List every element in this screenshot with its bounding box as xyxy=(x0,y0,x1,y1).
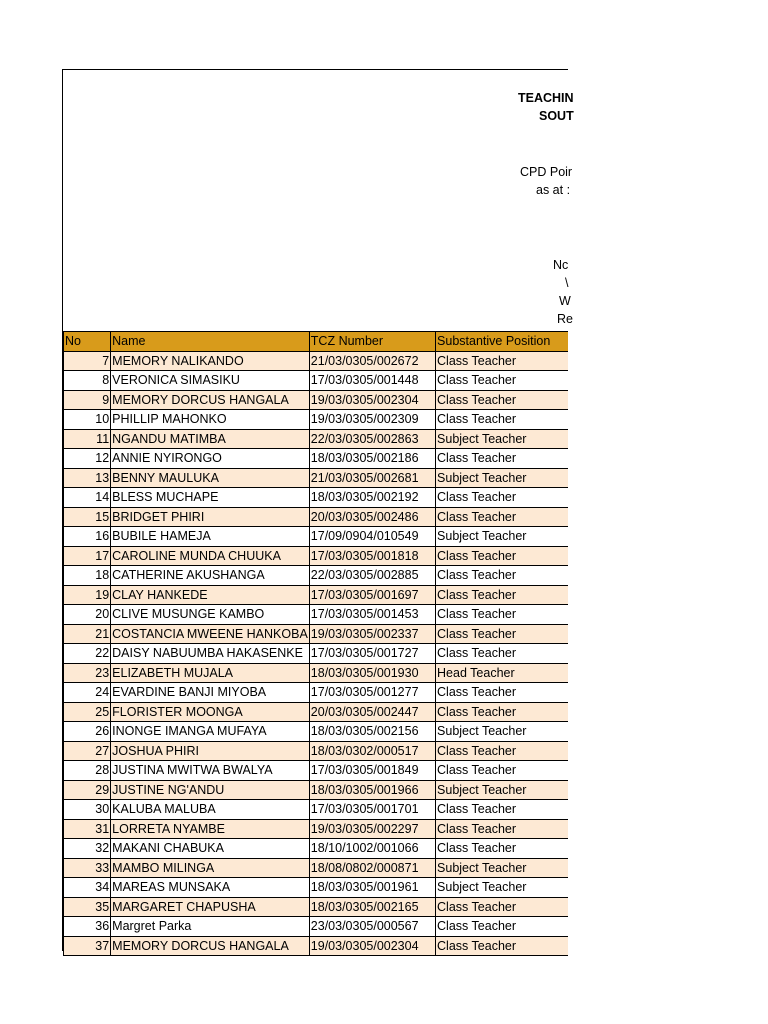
table-row xyxy=(64,878,569,898)
cell-no: 21 xyxy=(64,624,111,644)
cell-no: 33 xyxy=(64,858,111,878)
cell-name: INONGE IMANGA MUFAYA xyxy=(111,722,310,742)
table-row xyxy=(64,371,569,391)
header-info-line-3: W xyxy=(559,294,571,308)
table-row xyxy=(64,390,569,410)
header-cpd-line: CPD Poir xyxy=(520,165,573,179)
table-row xyxy=(64,702,569,722)
cell-position: Subject Teacher xyxy=(436,858,568,878)
cell-no: 16 xyxy=(64,527,111,547)
table-row xyxy=(64,468,569,488)
cell-position: Subject Teacher xyxy=(436,722,568,742)
table-row xyxy=(64,663,569,683)
cell-position: Class Teacher xyxy=(436,566,568,586)
table-row xyxy=(64,507,569,527)
cell-no: 10 xyxy=(64,410,111,430)
cell-name: MAKANI CHABUKA xyxy=(111,839,310,859)
column-header-name: Name xyxy=(111,332,310,352)
cell-tcz-number: 17/03/0305/001701 xyxy=(309,800,435,820)
cell-name: NGANDU MATIMBA xyxy=(111,429,310,449)
cell-name: COSTANCIA MWEENE HANKOBA xyxy=(111,624,310,644)
cell-tcz-number: 20/03/0305/002447 xyxy=(309,702,435,722)
table-row xyxy=(64,351,569,371)
cell-no: 25 xyxy=(64,702,111,722)
table-row xyxy=(64,429,569,449)
cell-position: Class Teacher xyxy=(436,410,568,430)
cell-position: Class Teacher xyxy=(436,351,568,371)
cell-tcz-number: 17/03/0305/001448 xyxy=(309,371,435,391)
table-row xyxy=(64,644,569,664)
cell-position: Subject Teacher xyxy=(436,468,568,488)
column-header-tcz-number: TCZ Number xyxy=(309,332,435,352)
cell-position: Subject Teacher xyxy=(436,429,568,449)
cell-position: Class Teacher xyxy=(436,936,568,956)
cell-name: MEMORY DORCUS HANGALA xyxy=(111,936,310,956)
table-row xyxy=(64,761,569,781)
cell-tcz-number: 22/03/0305/002885 xyxy=(309,566,435,586)
cell-position: Head Teacher xyxy=(436,663,568,683)
cell-position: Class Teacher xyxy=(436,683,568,703)
cell-position: Class Teacher xyxy=(436,819,568,839)
cell-no: 12 xyxy=(64,449,111,469)
cell-tcz-number: 18/03/0305/001961 xyxy=(309,878,435,898)
cell-name: JOSHUA PHIRI xyxy=(111,741,310,761)
cell-position: Subject Teacher xyxy=(436,878,568,898)
cell-name: DAISY NABUUMBA HAKASENKE xyxy=(111,644,310,664)
cell-no: 19 xyxy=(64,585,111,605)
cell-tcz-number: 18/03/0305/002186 xyxy=(309,449,435,469)
cell-no: 28 xyxy=(64,761,111,781)
cell-no: 13 xyxy=(64,468,111,488)
cell-position: Class Teacher xyxy=(436,917,568,937)
cell-no: 11 xyxy=(64,429,111,449)
table-row xyxy=(64,527,569,547)
cell-position: Class Teacher xyxy=(436,897,568,917)
cell-name: MEMORY NALIKANDO xyxy=(111,351,310,371)
cell-position: Class Teacher xyxy=(436,644,568,664)
table-row xyxy=(64,858,569,878)
header-date-line: as at : xyxy=(536,183,571,197)
table-row xyxy=(64,936,569,956)
cell-name: CLAY HANKEDE xyxy=(111,585,310,605)
header-info-line-4: Re xyxy=(557,312,573,326)
cell-position: Class Teacher xyxy=(436,761,568,781)
header-title-line-1: TEACHIN xyxy=(518,91,574,105)
cell-tcz-number: 17/03/0305/001727 xyxy=(309,644,435,664)
cell-tcz-number: 21/03/0305/002681 xyxy=(309,468,435,488)
cell-no: 17 xyxy=(64,546,111,566)
table-row xyxy=(64,722,569,742)
cell-no: 9 xyxy=(64,390,111,410)
cell-no: 35 xyxy=(64,897,111,917)
cell-tcz-number: 17/03/0305/001818 xyxy=(309,546,435,566)
table-row xyxy=(64,897,569,917)
cell-tcz-number: 19/03/0305/002304 xyxy=(309,936,435,956)
cell-position: Class Teacher xyxy=(436,800,568,820)
table-row xyxy=(64,449,569,469)
table-row xyxy=(64,624,569,644)
cell-name: BENNY MAULUKA xyxy=(111,468,310,488)
table-row xyxy=(64,780,569,800)
cell-tcz-number: 21/03/0305/002672 xyxy=(309,351,435,371)
cell-no: 32 xyxy=(64,839,111,859)
cell-no: 26 xyxy=(64,722,111,742)
table-row xyxy=(64,839,569,859)
report-header xyxy=(63,70,574,331)
cell-no: 15 xyxy=(64,507,111,527)
cell-name: CATHERINE AKUSHANGA xyxy=(111,566,310,586)
teachers-table xyxy=(63,331,568,956)
cell-tcz-number: 19/03/0305/002309 xyxy=(309,410,435,430)
cell-position: Class Teacher xyxy=(436,507,568,527)
cell-tcz-number: 18/03/0305/001930 xyxy=(309,663,435,683)
cell-position: Class Teacher xyxy=(436,702,568,722)
cell-name: ELIZABETH MUJALA xyxy=(111,663,310,683)
cell-tcz-number: 17/09/0904/010549 xyxy=(309,527,435,547)
cell-name: MARGARET CHAPUSHA xyxy=(111,897,310,917)
cell-position: Class Teacher xyxy=(436,839,568,859)
cell-position: Class Teacher xyxy=(436,605,568,625)
cell-tcz-number: 18/03/0305/002165 xyxy=(309,897,435,917)
cell-tcz-number: 19/03/0305/002304 xyxy=(309,390,435,410)
cell-tcz-number: 18/08/0802/000871 xyxy=(309,858,435,878)
column-header-no: No xyxy=(64,332,111,352)
cell-tcz-number: 20/03/0305/002486 xyxy=(309,507,435,527)
table-row xyxy=(64,546,569,566)
header-info-line-2: \ xyxy=(565,276,569,290)
cell-name: MAREAS MUNSAKA xyxy=(111,878,310,898)
table-row xyxy=(64,605,569,625)
cell-position: Class Teacher xyxy=(436,371,568,391)
table-row xyxy=(64,819,569,839)
cell-no: 37 xyxy=(64,936,111,956)
cell-name: KALUBA MALUBA xyxy=(111,800,310,820)
cell-name: ANNIE NYIRONGO xyxy=(111,449,310,469)
cell-no: 30 xyxy=(64,800,111,820)
cell-no: 27 xyxy=(64,741,111,761)
table-row xyxy=(64,410,569,430)
table-row xyxy=(64,917,569,937)
cell-no: 36 xyxy=(64,917,111,937)
cell-tcz-number: 23/03/0305/000567 xyxy=(309,917,435,937)
cell-tcz-number: 19/03/0305/002297 xyxy=(309,819,435,839)
cell-name: BUBILE HAMEJA xyxy=(111,527,310,547)
table-row xyxy=(64,800,569,820)
cell-no: 31 xyxy=(64,819,111,839)
cell-tcz-number: 18/03/0305/002156 xyxy=(309,722,435,742)
cell-name: CLIVE MUSUNGE KAMBO xyxy=(111,605,310,625)
cell-name: LORRETA NYAMBE xyxy=(111,819,310,839)
header-title-line-2: SOUT xyxy=(539,109,574,123)
table-row xyxy=(64,741,569,761)
cell-no: 34 xyxy=(64,878,111,898)
cell-name: VERONICA SIMASIKU xyxy=(111,371,310,391)
cell-name: MEMORY DORCUS HANGALA xyxy=(111,390,310,410)
cell-no: 23 xyxy=(64,663,111,683)
cell-name: CAROLINE MUNDA CHUUKA xyxy=(111,546,310,566)
cell-name: Margret Parka xyxy=(111,917,310,937)
cell-position: Class Teacher xyxy=(436,741,568,761)
cell-position: Subject Teacher xyxy=(436,527,568,547)
cell-name: MAMBO MILINGA xyxy=(111,858,310,878)
cell-name: JUSTINA MWITWA BWALYA xyxy=(111,761,310,781)
cell-tcz-number: 17/03/0305/001849 xyxy=(309,761,435,781)
cell-tcz-number: 18/03/0305/001966 xyxy=(309,780,435,800)
cell-position: Class Teacher xyxy=(436,624,568,644)
cell-tcz-number: 18/10/1002/001066 xyxy=(309,839,435,859)
cell-name: FLORISTER MOONGA xyxy=(111,702,310,722)
cell-name: BLESS MUCHAPE xyxy=(111,488,310,508)
cell-position: Class Teacher xyxy=(436,449,568,469)
cell-position: Class Teacher xyxy=(436,390,568,410)
spreadsheet-page xyxy=(62,69,574,953)
cell-position: Class Teacher xyxy=(436,546,568,566)
cell-name: BRIDGET PHIRI xyxy=(111,507,310,527)
cell-no: 20 xyxy=(64,605,111,625)
cell-no: 7 xyxy=(64,351,111,371)
table-row xyxy=(64,585,569,605)
cell-tcz-number: 18/03/0302/000517 xyxy=(309,741,435,761)
table-row xyxy=(64,683,569,703)
table-header-row xyxy=(64,332,569,352)
table-row xyxy=(64,488,569,508)
cell-tcz-number: 19/03/0305/002337 xyxy=(309,624,435,644)
cell-name: EVARDINE BANJI MIYOBA xyxy=(111,683,310,703)
cell-no: 14 xyxy=(64,488,111,508)
cell-no: 22 xyxy=(64,644,111,664)
cell-tcz-number: 18/03/0305/002192 xyxy=(309,488,435,508)
cell-position: Class Teacher xyxy=(436,585,568,605)
cell-tcz-number: 22/03/0305/002863 xyxy=(309,429,435,449)
cell-position: Class Teacher xyxy=(436,488,568,508)
table-row xyxy=(64,566,569,586)
cell-no: 8 xyxy=(64,371,111,391)
cell-no: 24 xyxy=(64,683,111,703)
cell-no: 18 xyxy=(64,566,111,586)
cell-tcz-number: 17/03/0305/001453 xyxy=(309,605,435,625)
header-info-line-1: Nc xyxy=(553,258,569,272)
cell-tcz-number: 17/03/0305/001277 xyxy=(309,683,435,703)
cell-name: JUSTINE NG'ANDU xyxy=(111,780,310,800)
cell-position: Subject Teacher xyxy=(436,780,568,800)
cell-no: 29 xyxy=(64,780,111,800)
cell-tcz-number: 17/03/0305/001697 xyxy=(309,585,435,605)
cell-name: PHILLIP MAHONKO xyxy=(111,410,310,430)
column-header-position: Substantive Position xyxy=(436,332,568,352)
